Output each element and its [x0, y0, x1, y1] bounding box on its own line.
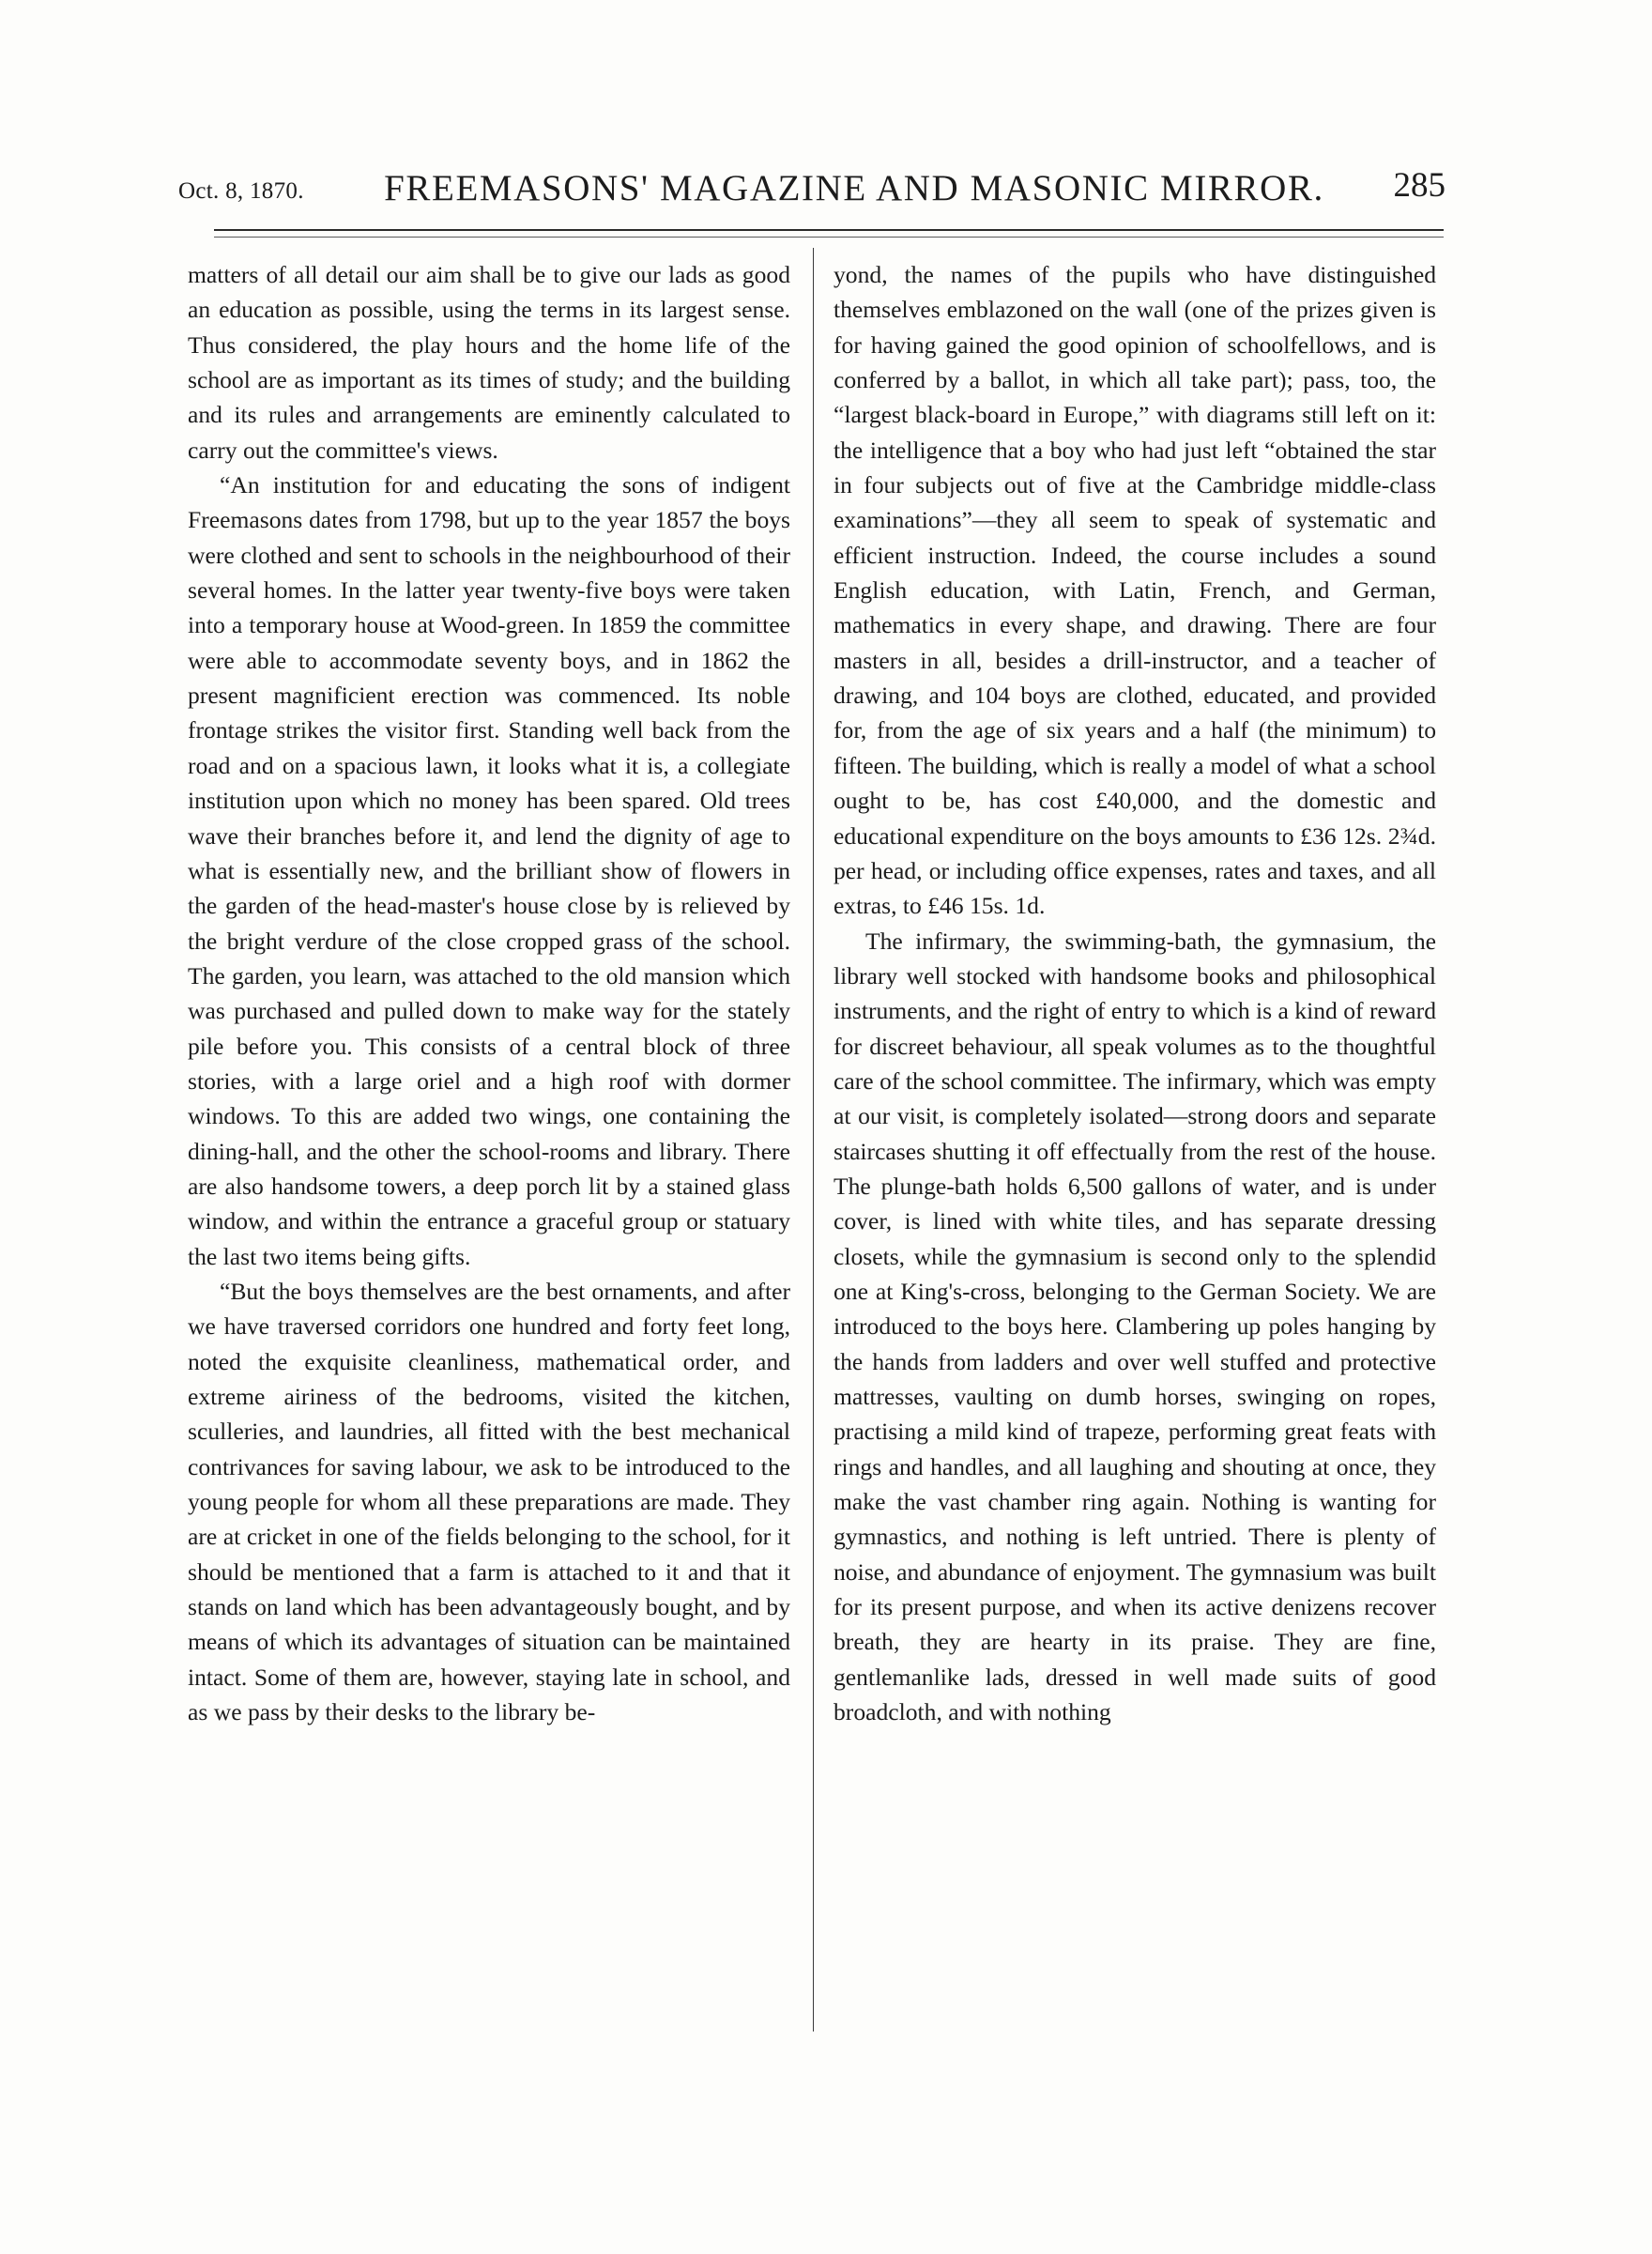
paragraph: “An institution for and educating the sons of indigent Freemasons dates from 1798, but up to the year 1857 the boys were clothed and sent to schools in the neighbourhood of their several homes. In the latter year twenty-five boys were taken into a temporary house at Wood-green. In 1859 the committee were able to accommodate seventy boys, and in 1862 the present magnificient erection was commenced. Its noble frontage strikes the visitor first. Standing well back from the road and on a spacious lawn, it looks what it is, a collegiate institution upon which no money has been spared. Old trees wave their branches before it, and lend the dignity of age to what is essentially new, and the brilliant show of flowers in the garden of the head-master's house close by is relieved by the bright verdure of the close cropped grass of the school. The garden, you learn, was attached to the old mansion which was purchased and pulled down to make way for the stately pile before you. This consists of a central block of three stories, with a large oriel and a high roof with dormer windows. To this are added two wings, one containing the dining-hall, and the other the school-rooms and library. There are also handsome towers, a deep porch lit by a stained glass window, and within the entrance a graceful group or statuary the last two items being gifts.: [188, 471, 790, 1270]
right-column: [834, 257, 1436, 1729]
header-rule: [214, 229, 1444, 231]
column-divider: [813, 248, 814, 2032]
paragraph: The infirmary, the swimming-bath, the gymnasium, the library well stocked with handsome books and philosophical instruments, and the right of entry to which is a kind of reward for discreet behaviour, all speak volumes as to the thoughtful care of the school committee. The infirmary, which was empty at our visit, is completely isolated—strong doors and separate staircases shutting it off effectually from the rest of the house. The plunge-bath holds 6,500 gallons of water, and is under cover, is lined with white tiles, and has separate dressing closets, while the gymnasium is second only to the splendid one at King's-cross, belonging to the German Society. We are introduced to the boys here. Clambering up poles hanging by the hands from ladders and over well stuffed and protective mattresses, vaulting on dumb horses, swinging on ropes, practising a mild kind of trapeze, performing great feats with rings and handles, and all laughing and shouting at once, they make the vast chamber ring again. Nothing is wanting for gymnastics, and nothing is left untried. There is plenty of noise, and abundance of enjoyment. The gymnasium was built for its present purpose, and when its active denizens recover breath, they are hearty in its praise. They are fine, gentlemanlike lads, dressed in well made suits of good broadcloth, and with nothing: [834, 927, 1436, 1726]
paragraph: “But the boys themselves are the best ornaments, and after we have traversed corridors one hundred and forty feet long, noted the exquisite cleanliness, mathematical order, and extreme airiness of the bedrooms, visited the kitchen, sculleries, and laundries, all fitted with the best mechanical contrivances for saving labour, we ask to be introduced to the young people for whom all these preparations are made. They are at cricket in one of the fields belonging to the school, for it should be mentioned that a farm is attached to it and that it stands on land which has been advantageously bought, and by means of which its advantages of situation can be maintained intact. Some of them are, however, staying late in school, and as we pass by their desks to the library be-: [188, 1277, 790, 1726]
left-column: [188, 257, 790, 1729]
page-number: 285: [1393, 166, 1446, 205]
publication-title: FREEMASONS' MAGAZINE AND MASONIC MIRROR.: [384, 168, 1324, 208]
running-header: [178, 158, 1446, 214]
paragraph: yond, the names of the pupils who have distinguished themselves emblazoned on the wall (one of the prizes given is for having gained the good opinion of schoolfellows, and is conferred by a ballot, in which all take part); pass, too, the “largest black-board in Europe,” with diagrams still left on it: the intelligence that a boy who had just left “obtained the star in four subjects out of five at the Cambridge middle-class examinations”—they all seem to speak of systematic and efficient instruction. Indeed, the course includes a sound English education, with Latin, French, and German, mathematics in every shape, and drawing. There are four masters in all, besides a drill-instructor, and a teacher of drawing, and 104 boys are clothed, educated, and provided for, from the age of six years and a half (the minimum) to fifteen. The building, which is really a model of what a school ought to be, has cost £40,000, and the domestic and educational expenditure on the boys amounts to £36 12s. 2¾d. per head, or including office expenses, rates and taxes, and all extras, to £46 15s. 1d.: [834, 261, 1436, 920]
header-rule-secondary: [214, 237, 1444, 238]
issue-date: Oct. 8, 1870.: [178, 178, 304, 204]
paragraph: matters of all detail our aim shall be to give our lads as good an education as possible, using the terms in its largest sense. Thus considered, the play hours and the home life of the school are as important as its times of study; and the building and its rules and arrangements are eminently calculated to carry out the committee's views.: [188, 261, 790, 464]
